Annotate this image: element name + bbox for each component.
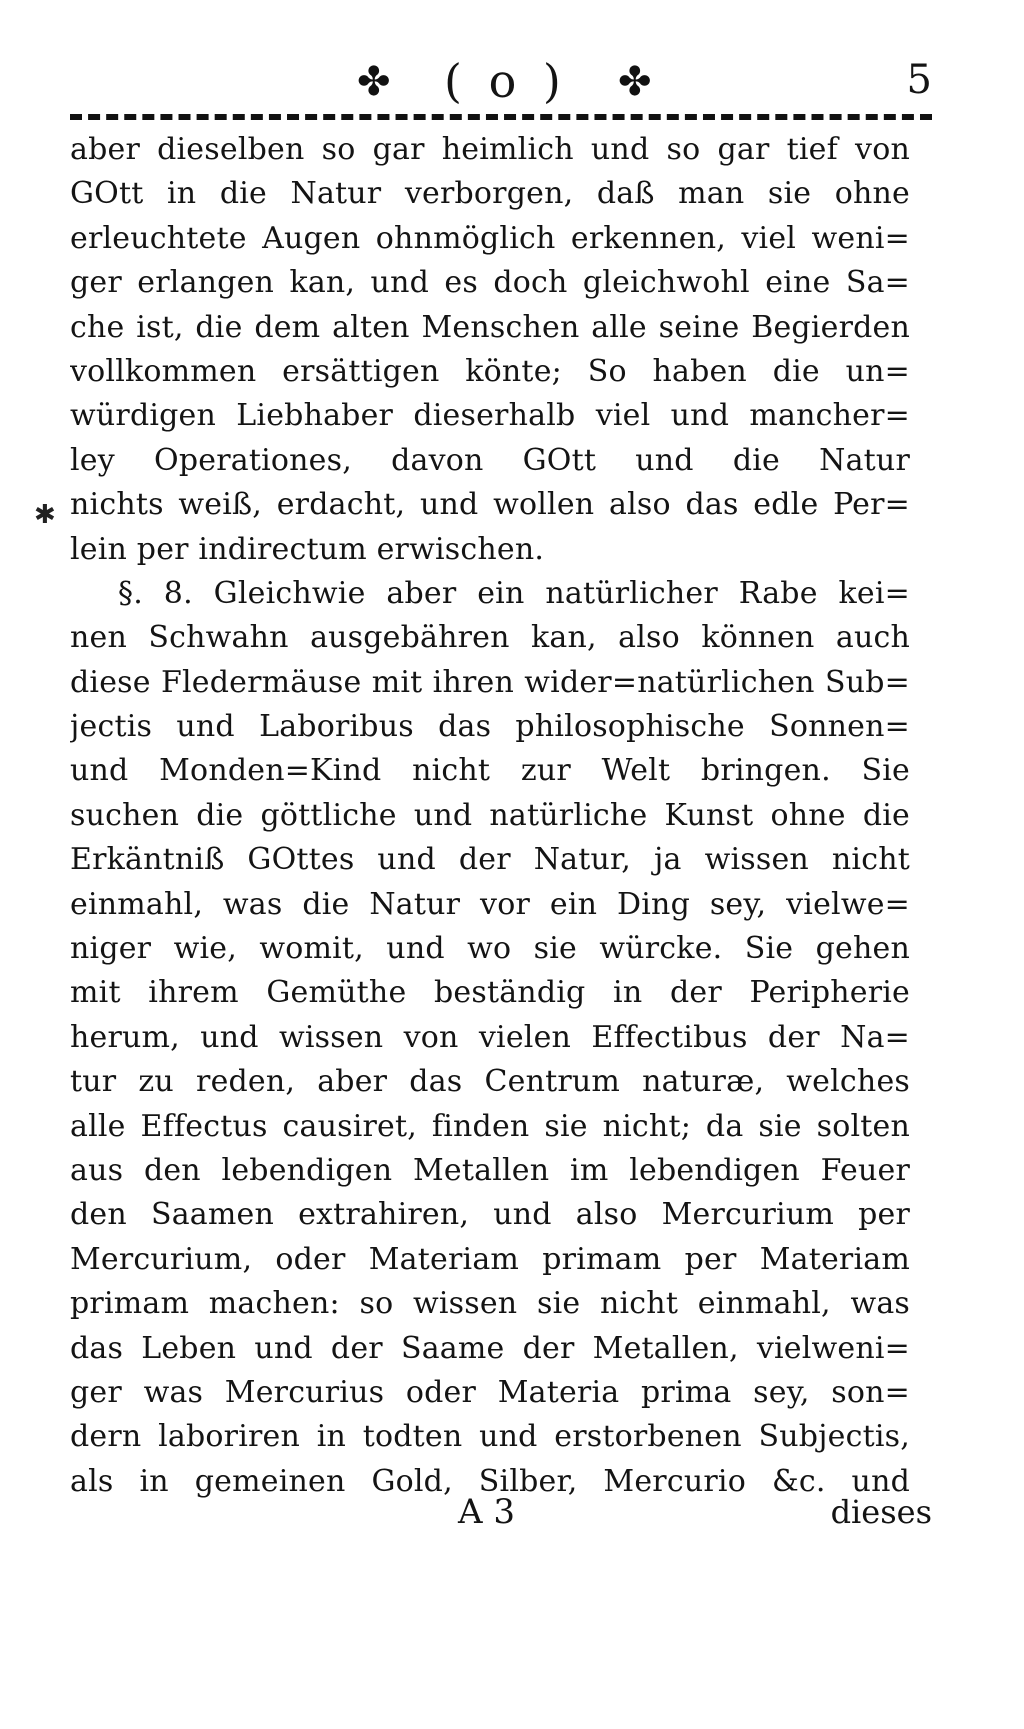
text-line: tur zu reden, aber das Centrum naturæ, welches — [70, 1064, 910, 1100]
text-line: nen Schwahn ausgebähren kan, also können auch — [70, 620, 910, 656]
text-line: vollkommen ersättigen könte; So haben die un= — [70, 353, 910, 389]
text-line: mit ihrem Gemüthe beständig in der Peripherie — [70, 975, 910, 1011]
text-line: ger was Mercurius oder Materia prima sey, son= — [70, 1374, 910, 1410]
text-line: alle Effectus causiret, finden sie nicht; da sie solten — [70, 1108, 910, 1144]
fleuron-left-icon: ✤ — [357, 59, 391, 105]
text-line: suchen die göttliche und natürliche Kunst ohne die — [70, 797, 910, 833]
text-line: würdigen Liebhaber dieserhalb viel und mancher= — [70, 398, 910, 434]
text-line: GOtt in die Natur verborgen, daß man sie ohne — [70, 176, 910, 212]
text-line: erleuchtete Augen ohnmöglich erkennen, viel weni= — [70, 220, 910, 256]
page-footer — [70, 1490, 932, 1540]
text-line: einmahl, was die Natur vor ein Ding sey, vielwe= — [70, 886, 910, 922]
fleuron-right-icon: ✤ — [618, 59, 652, 105]
text-line: jectis und Laboribus das philosophische Sonnen= — [70, 709, 910, 745]
text-line: ger erlangen kan, und es doch gleichwohl eine Sa= — [70, 265, 910, 301]
body-text — [70, 128, 910, 1504]
signature-mark: A 3 — [458, 1492, 515, 1532]
page-number: 5 — [906, 57, 932, 103]
text-line: Mercurium, oder Materiam primam per Materiam — [70, 1241, 910, 1277]
text-line: als in gemeinen Gold, Silber, Mercurio &c. und — [70, 1463, 910, 1499]
text-line: nichts weiß, erdacht, und wollen also das edle Per= — [70, 487, 910, 523]
text-line: primam machen: so wissen sie nicht einmahl, was — [70, 1286, 910, 1322]
header-rule — [70, 114, 932, 120]
catchword: dieses — [830, 1493, 932, 1531]
text-line: und Monden=Kind nicht zur Welt bringen. Sie — [70, 753, 910, 789]
text-line: den Saamen extrahiren, und also Mercurium per — [70, 1197, 910, 1233]
text-line: aber dieselben so gar heimlich und so gar tief von — [70, 132, 910, 167]
text-line: che ist, die dem alten Menschen alle seine Begierden — [70, 309, 910, 345]
text-line: Erkäntniß GOttes und der Natur, ja wissen nicht — [70, 842, 910, 878]
text-line: diese Fledermäuse mit ihren wider=natürlichen Sub= — [70, 664, 910, 700]
text-line: niger wie, womit, und wo sie würcke. Sie gehen — [70, 931, 910, 967]
text-line: aus den lebendigen Metallen im lebendigen Feuer — [70, 1152, 910, 1188]
text-line: ley Operationes, davon GOtt und die Natur — [70, 442, 910, 478]
running-header — [70, 50, 932, 124]
margin-mark-icon: ✱ — [34, 500, 56, 530]
text-line: dern laboriren in todten und erstorbenen Subjectis, — [70, 1419, 910, 1455]
text-line: herum, und wissen von vielen Effectibus der Na= — [70, 1019, 910, 1055]
text-line: das Leben und der Saame der Metallen, vielweni= — [70, 1330, 910, 1366]
text-line: lein per indirectum erwischen. — [70, 531, 545, 567]
page-mark: ( o ) — [444, 54, 567, 108]
section-heading-line: §. 8. Gleichwie aber ein natürlicher Rabe kei= — [118, 575, 910, 611]
